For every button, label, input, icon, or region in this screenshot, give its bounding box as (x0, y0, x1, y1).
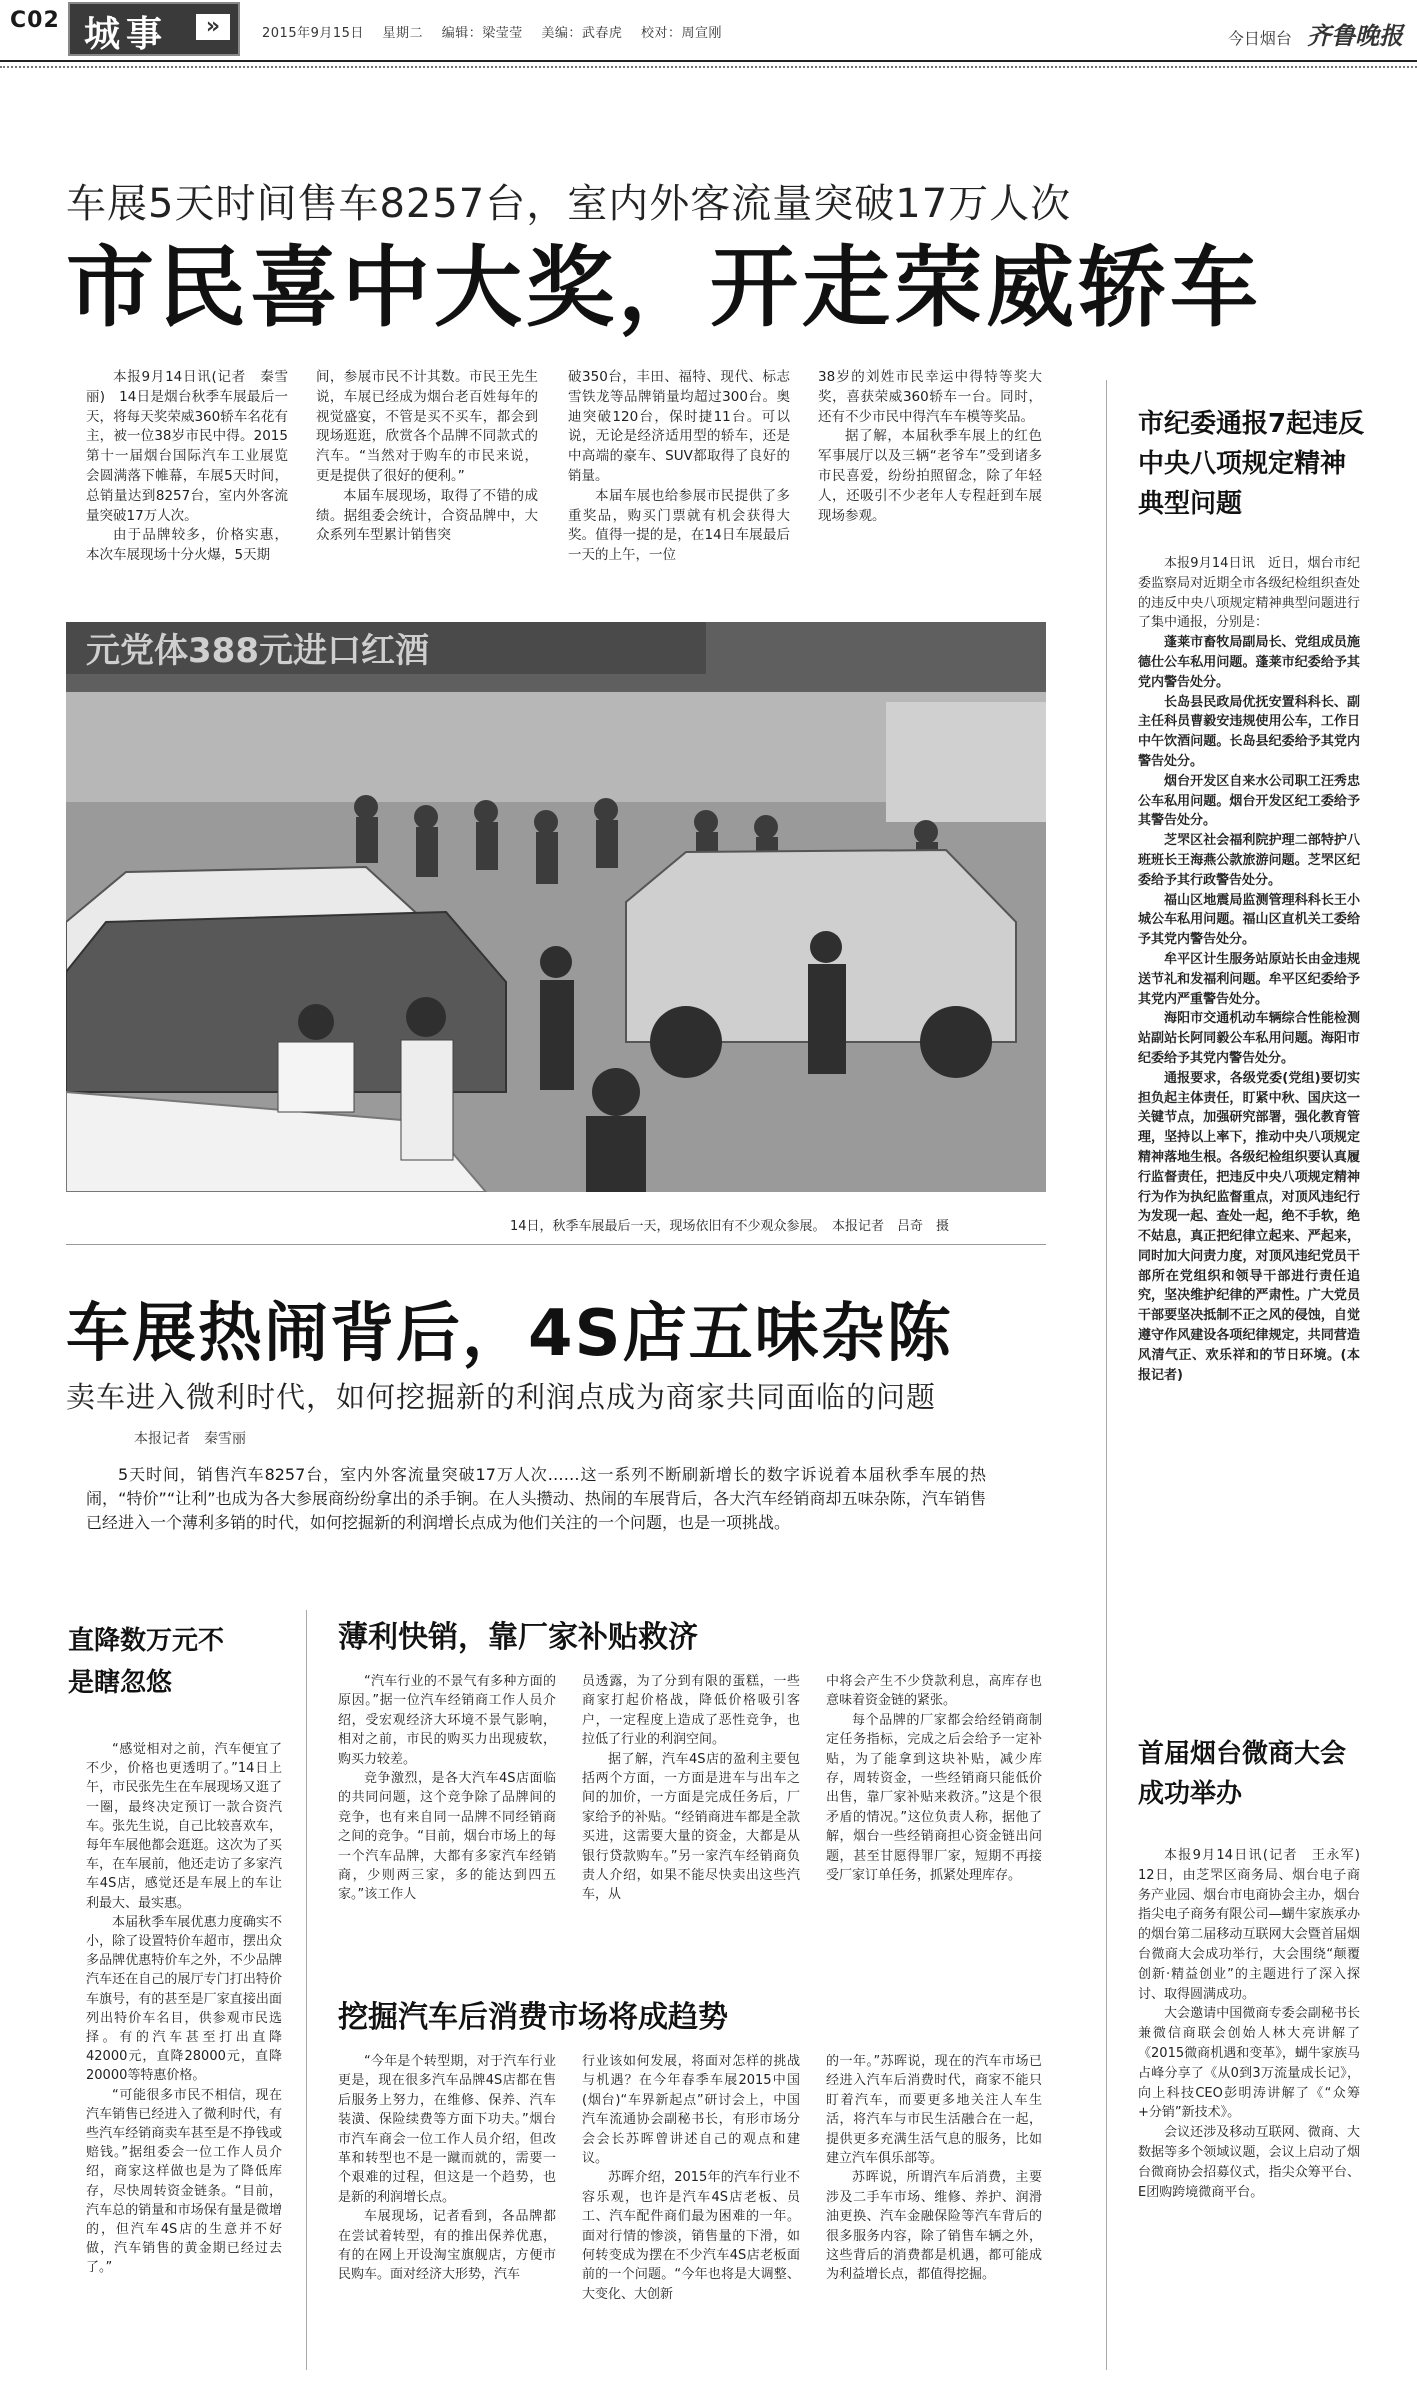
car-show-photo (66, 622, 1046, 1192)
story2-headline: 车展热闹背后，4S店五味杂陈 (66, 1297, 953, 1371)
paragraph: 据了解，汽车4S店的盈利主要包括两个方面，一方面是进车与出车之间的加价，一方面是完成任务后，厂家给予的补贴。“经销商进车都是全款买进，这需要大量的资金，大都是从银行贷款购车。”另一家汽车经销商负责人介绍，如果不能尽快卖出这些汽车，从 (582, 1751, 800, 1903)
paragraph: 竞争激烈，是各大汽车4S店面临的共同问题，这个竞争除了品牌间的竞争，也有来自同一品牌不同经销商之间的竞争。“目前，烟台市场上的每一个汽车品牌，大都有多家汽车经销商，少则两三家，多的能达到四五家。”该工作人 (338, 1771, 556, 1903)
story1-kicker: 车展5天时间售车8257台，室内外客流量突破17万人次 (66, 181, 1072, 227)
story1-column-2 (316, 368, 538, 546)
sidebar2-body (1138, 1846, 1374, 2202)
header-dotted-rule (0, 66, 1417, 68)
editor-credit: 编辑：梁莹莹 (441, 26, 523, 41)
section-name: 城事 (84, 14, 169, 55)
paragraph: 车展现场，记者看到，各品牌都在尝试着转型，有的推出保养优惠，有的在网上开设淘宝旗舰店，方便市民购车。面对经济大形势，汽车 (338, 2209, 556, 2283)
story2-column-a (86, 1740, 282, 2278)
photo-caption: 14日，秋季车展最后一天，现场依旧有不少观众参展。 本报记者 吕奇 摄 (510, 1219, 950, 1234)
paragraph: 的一年。”苏晖说，现在的汽车市场已经进入汽车后消费时代，商家不能只盯着汽车，而要更多地关注人车生活，将汽车与市民生活融合在一起，提供更多充满生活气息的服务，比如建立汽车俱乐部等。 (826, 2054, 1042, 2167)
story2-subhead-2: 挖掘汽车后消费市场将成趋势 (338, 2000, 728, 2035)
paragraph: “可能很多市民不相信，现在汽车销售已经进入了微利时代，有些汽车经销商卖车甚至是不挣钱或赔钱。”据组委会一位工作人员介绍，商家这样做也是为了降低库存，尽快周转资金链条。“目前，汽车总的销量和市场保有量是微增的，但汽车4S店的生意并不好做，汽车销售的黄金期已经过去了。” (86, 2087, 282, 2276)
section2-column-3 (826, 2052, 1042, 2285)
newspaper-logo: 齐鲁晚报 (1307, 21, 1403, 50)
paragraph: 据了解，本届秋季车展上的红色军事展厅以及三辆“老爷车”受到诸多市民喜爱，纷纷拍照留念，除了年轻人，还吸引不少老年人专程赶到车展现场参观。 (818, 428, 1042, 524)
paragraph: “汽车行业的不景气有多种方面的原因。”据一位汽车经销商工作人员介绍，受宏观经济大环境不景气影响，相对之前，市民的购买力出现疲软，购买力较差。 (338, 1674, 556, 1767)
section2-column-1 (338, 2052, 556, 2285)
caption-rule (66, 1244, 1046, 1245)
paragraph: 本报9月14日讯 近日，烟台市纪委监察局对近期全市各级纪检组织查处的违反中央八项规定精神典型问题进行了集中通报，分别是： (1138, 556, 1360, 631)
proofreader-credit: 校对：周宣刚 (641, 26, 723, 41)
issue-weekday: 星期二 (382, 26, 424, 41)
page-number: C02 (10, 8, 60, 33)
header-rule (0, 60, 1417, 62)
paragraph: 破350台，丰田、福特、现代、标志雪铁龙等品牌销量均超过300台。奥迪突破120台，保时捷11台。可以说，无论是经济适用型的轿车，还是中高端的豪车、SUV都取得了良好的销量。 (568, 369, 790, 484)
list-item: 牟平区计生服务站原站长由金违规送节礼和发福利问题。牟平区纪委给予其党内严重警告处分。 (1138, 951, 1360, 1007)
paragraph: 间，参展市民不计其数。市民王先生说，车展已经成为烟台老百姓每年的视觉盛宴，不管是买不买车，都会到现场逛逛，欣赏各个品牌不同款式的汽车。“当然对于购车的市民来说，更是提供了很好的便利。” (316, 369, 538, 484)
photo-illustration (66, 622, 1046, 1192)
story1-column-4 (818, 368, 1042, 526)
section-arrow-icon: » (196, 14, 230, 40)
paragraph: 本届车展现场，取得了不错的成绩。据组委会统计，合资品牌中，大众系列车型累计销售突 (316, 487, 538, 544)
list-item: 福山区地震局监测管理科科长王小城公车私用问题。福山区直机关工委给予其党内警告处分。 (1138, 892, 1360, 948)
paragraph: 大会邀请中国微商专委会副秘书长兼微信商联会创始人林大亮讲解了《2015微商机遇和变革》，蝴牛家族马占峰分享了《从0到3万流量成长记》，向上科技CEO彭明涛讲解了《“众筹+分销”新技术》。 (1138, 2006, 1360, 2121)
list-item: 海阳市交通机动车辆综合性能检测站副站长阿同毅公车私用问题。海阳市纪委给予其党内警告处分。 (1138, 1011, 1360, 1066)
column-name: 今日烟台 (1227, 29, 1292, 48)
story2-byline: 本报记者 秦雪丽 (134, 1431, 246, 1447)
paragraph: 每个品牌的厂家都会给经销商制定任务指标，完成之后会给予一定补贴，为了能拿到这块补贴，减少库存，周转资金，一些经销商只能低价出售，靠厂家补贴来救济。”这是个很矛盾的情况。”这位负责人称，据他了解，烟台一些经销商担心资金链出问题，甚至甘愿得罪厂家，短期不再接受厂家订单任务，抓紧处理库存。 (826, 1712, 1042, 1884)
paragraph: 本届车展也给参展市民提供了多重奖品，购买门票就有机会获得大奖。值得一提的是，在14日车展最后一天的上午，一位 (568, 487, 790, 564)
list-item: 烟台开发区自来水公司职工汪秀忠公车私用问题。烟台开发区纪工委给予其警告处分。 (1138, 773, 1360, 829)
issue-date: 2015年9月15日 (262, 26, 364, 41)
story2-lead (86, 1463, 986, 1535)
photo-banner-text: 元党体388元进口红酒 (86, 631, 429, 671)
sidebar1-headline: 市纪委通报7起违反中央八项规定精神典型问题 (1138, 409, 1365, 519)
sidebar1-body (1138, 554, 1360, 1385)
section1-column-2 (582, 1672, 800, 1905)
story1-column-1 (86, 368, 288, 566)
story1-headline: 市民喜中大奖，开走荣威轿车 (66, 236, 1263, 339)
sidebar-divider (1106, 380, 1107, 2370)
section1-column-3 (826, 1672, 1042, 1885)
paragraph: 苏晖说，所谓汽车后消费，主要涉及二手车市场、维修、养护、润滑油更换、汽车金融保险等汽车背后的很多服务内容，除了销售车辆之外，这些背后的消费都是机遇，都可能成为利益增长点，都值得挖掘。 (826, 2170, 1042, 2283)
list-item: 长岛县民政局优抚安置科科长、副主任科员曹毅安违规使用公车，工作日中午饮酒问题。长岛县纪委给予其党内警告处分。 (1138, 694, 1360, 769)
story2-deck: 卖车进入微利时代，如何挖掘新的利润点成为商家共同面临的问题 (66, 1380, 937, 1414)
story2-subhead-a: 直降数万元不是瞎忽悠 (68, 1626, 225, 1698)
paragraph: 38岁的刘姓市民幸运中得特等奖大奖，喜获荣威360轿车一台。同时，还有不少市民中得汽车车模等奖品。 (818, 369, 1042, 425)
paragraph: 会议还涉及移动互联网、微商、大数据等多个领域议题，会议上启动了烟台微商协会招募仪式，指尖众筹平台、E团购跨境微商平台。 (1138, 2125, 1360, 2200)
section2-column-2 (582, 2052, 800, 2304)
paragraph: 苏晖介绍，2015年的汽车行业不容乐观，也许是汽车4S店老板、员工、汽车配件商们最为困难的一年。面对行情的惨淡，销售量的下滑，如何转变成为摆在不少汽车4S店老板面前的一个问题。“今年也将是大调整、大变化、大创新 (582, 2170, 800, 2302)
paragraph: 中将会产生不少贷款利息，高库存也意味着资金链的紧张。 (826, 1674, 1042, 1709)
paragraph: 本届秋季车展优惠力度确实不小，除了设置特价车超市，摆出众多品牌优惠特价车之外，不少品牌汽车还在自己的展厅专门打出特价车旗号，有的甚至是厂家直接出面列出特价车名目，供参观市民选择。有的汽车甚至打出直降42000元，直降28000元，直降20000等特惠价格。 (86, 1914, 282, 2084)
paragraph: 5天时间，销售汽车8257台，室内外客流量突破17万人次……这一系列不断刷新增长的数字诉说着本届秋季车展的热闹，“特价”“让利”也成为各大参展商纷纷拿出的杀手锏。在人头攒动、热闹的车展背后，各大汽车经销商却五味杂陈，汽车销售已经进入一个薄利多销的时代，如何挖掘新的利润增长点成为他们关注的一个问题，也是一项挑战。 (86, 1465, 986, 1532)
column-divider (306, 1610, 307, 2370)
list-item: 通报要求，各级党委(党组)要切实担负起主体责任，盯紧中秋、国庆这一关键节点，加强研究部署，强化教育管理，坚持以上率下，推动中央八项规定精神落地生根。各级纪检组织要认真履行监督责任，把违反中央八项规定精神行为作为执纪监督重点，对顶风违纪行为发现一起、查处一起，绝不手软，绝不姑息，真正把纪律立起来、严起来，同时加大问责力度，对顶风违纪党员干部所在党组织和领导干部进行责任追究，坚决维护纪律的严肃性。广大党员干部要坚决抵制不正之风的侵蚀，自觉遵守作风建设各项纪律规定，共同营造风清气正、欢乐祥和的节日环境。(本报记者) (1138, 1070, 1360, 1383)
paragraph: 行业该如何发展，将面对怎样的挑战与机遇？在今年春季车展2015中国(烟台)“车界新起点”研讨会上，中国汽车流通协会副秘书长，有形市场分会会长苏晖曾讲述自己的观点和建议。 (582, 2054, 800, 2167)
list-item: 芝罘区社会福利院护理二部特护八班班长王海燕公款旅游问题。芝罘区纪委给予其行政警告处分。 (1138, 833, 1360, 888)
designer-credit: 美编：武春虎 (541, 26, 623, 41)
story2-subhead-1: 薄利快销，靠厂家补贴救济 (338, 1620, 698, 1655)
sidebar2-headline: 首届烟台微商大会成功举办 (1138, 1739, 1347, 1809)
paragraph: “今年是个转型期，对于汽车行业更是，现在很多汽车品牌4S店都在售后服务上努力，在维修、保养、汽车装潢、保险续费等方面下功夫。”烟台市汽车商会一位工作人员介绍，但改革和转型也不是一蹴而就的，需要一个艰难的过程，但这是一个趋势，也是新的利润增长点。 (338, 2054, 556, 2205)
list-item: 蓬莱市畜牧局副局长、党组成员施德仕公车私用问题。蓬莱市纪委给予其党内警告处分。 (1138, 635, 1360, 690)
masthead-right (1228, 16, 1403, 51)
paragraph: 员透露，为了分到有限的蛋糕，一些商家打起价格战，降低价格吸引客户，一定程度上造成了恶性竞争，也拉低了行业的利润空间。 (582, 1674, 800, 1748)
section1-column-1 (338, 1672, 556, 1905)
paragraph: 本报9月14日讯(记者 秦雪丽) 14日是烟台秋季车展最后一天，将每天奖荣威360轿车名花有主，被一位38岁市民中得。2015第十一届烟台国际汽车工业展览会圆满落下帷幕，车展5天时间，总销量达到8257台，室内外客流量突破17万人次。 (86, 369, 288, 524)
story1-column-3 (568, 368, 790, 566)
paragraph: “感觉相对之前，汽车便宜了不少，价格也更透明了。”14日上午，市民张先生在车展现场又逛了一圈，最终决定预订一款合资汽车。张先生说，自己比较喜欢车，每年车展他都会逛逛。这次为了买车，在车展前，他还走访了多家汽车4S店，感觉还是车展上的车让利最大、最实惠。 (86, 1742, 282, 1911)
paragraph: 本报9月14日讯(记者 王永军) 12日，由芝罘区商务局、烟台电子商务产业园、烟台市电商协会主办，烟台指尖电子商务有限公司—蝴牛家族承办的烟台第二届移动互联网大会暨首届烟台微商大会成功举行，大会围绕“颠覆创新·精益创业”的主题进行了深入探讨、取得圆满成功。 (1138, 1848, 1374, 2002)
masthead-info (262, 22, 736, 41)
paragraph: 由于品牌较多，价格实惠，本次车展现场十分火爆，5天期 (86, 527, 288, 564)
